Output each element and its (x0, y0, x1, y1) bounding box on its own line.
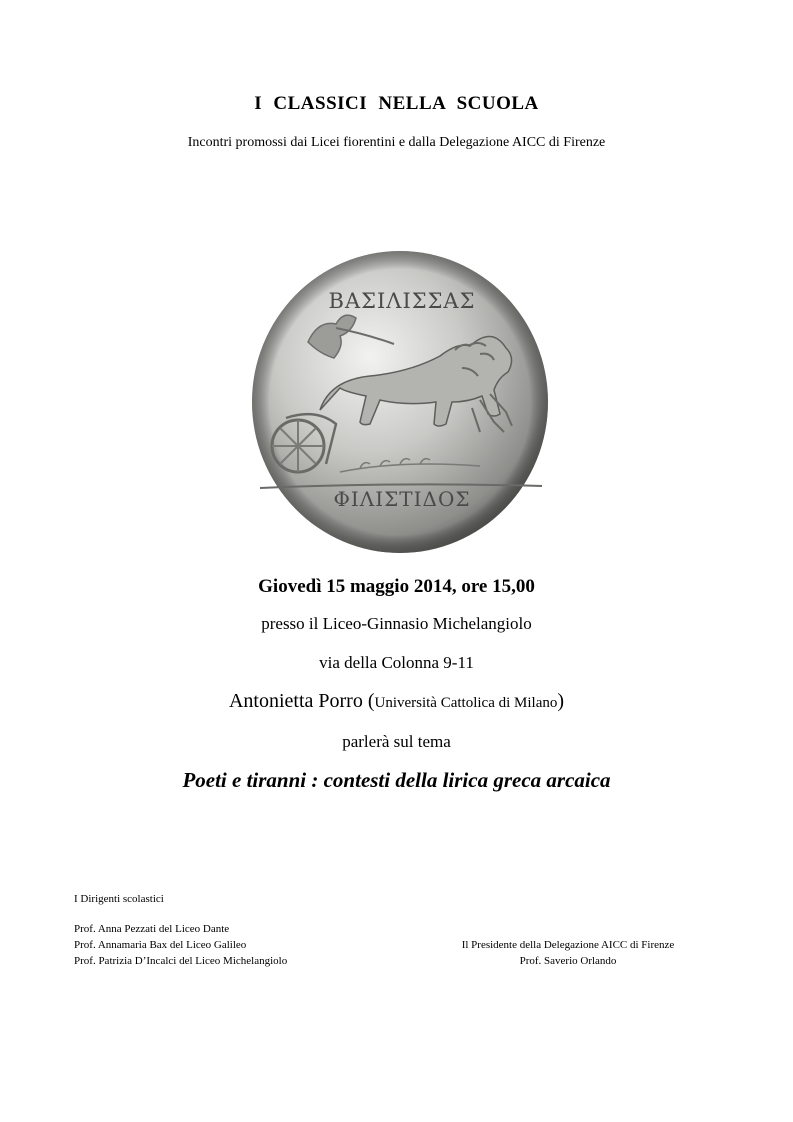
dirigente-line: Prof. Annamaria Bax del Liceo Galileo (74, 939, 247, 951)
page-subtitle: Incontri promossi dai Licei fiorentini e dalla Delegazione AICC di Firenze (187, 135, 606, 150)
speaker (0, 690, 793, 713)
speaker-name: Antonietta Porro ( (228, 690, 375, 712)
coin-inscription-bottom: ΦΙΛΙΣΤΙΔΟΣ (333, 487, 471, 511)
speaker-close-paren: ) (557, 690, 565, 712)
dirigenti-list (74, 921, 287, 969)
coin-image (250, 250, 550, 555)
coin-illustration (250, 250, 550, 555)
talk-title: Poeti e tiranni : contesti della lirica greca arcaica (182, 768, 611, 792)
presidente-title: Il Presidente della Delegazione AICC di Firenze (461, 939, 675, 951)
talk-intro: parlerà sul tema (342, 732, 451, 751)
coin-inscription-top: ΒΑΣΙΛΙΣΣΑΣ (328, 289, 476, 313)
presidente-block (452, 937, 684, 969)
presidente-name: Prof. Saverio Orlando (519, 955, 617, 967)
page-title: I CLASSICI NELLA SCUOLA (254, 93, 539, 114)
event-address: via della Colonna 9-11 (319, 653, 474, 672)
dirigente-line: Prof. Anna Pezzati del Liceo Dante (74, 923, 230, 935)
event-venue: presso il Liceo-Ginnasio Michelangiolo (261, 614, 532, 633)
dirigenti-heading: I Dirigenti scolastici (74, 893, 164, 905)
event-date: Giovedì 15 maggio 2014, ore 15,00 (258, 576, 535, 597)
speaker-affiliation: Università Cattolica di Milano (374, 695, 558, 711)
dirigente-line: Prof. Patrizia D’Incalci del Liceo Michelangiolo (74, 955, 288, 967)
